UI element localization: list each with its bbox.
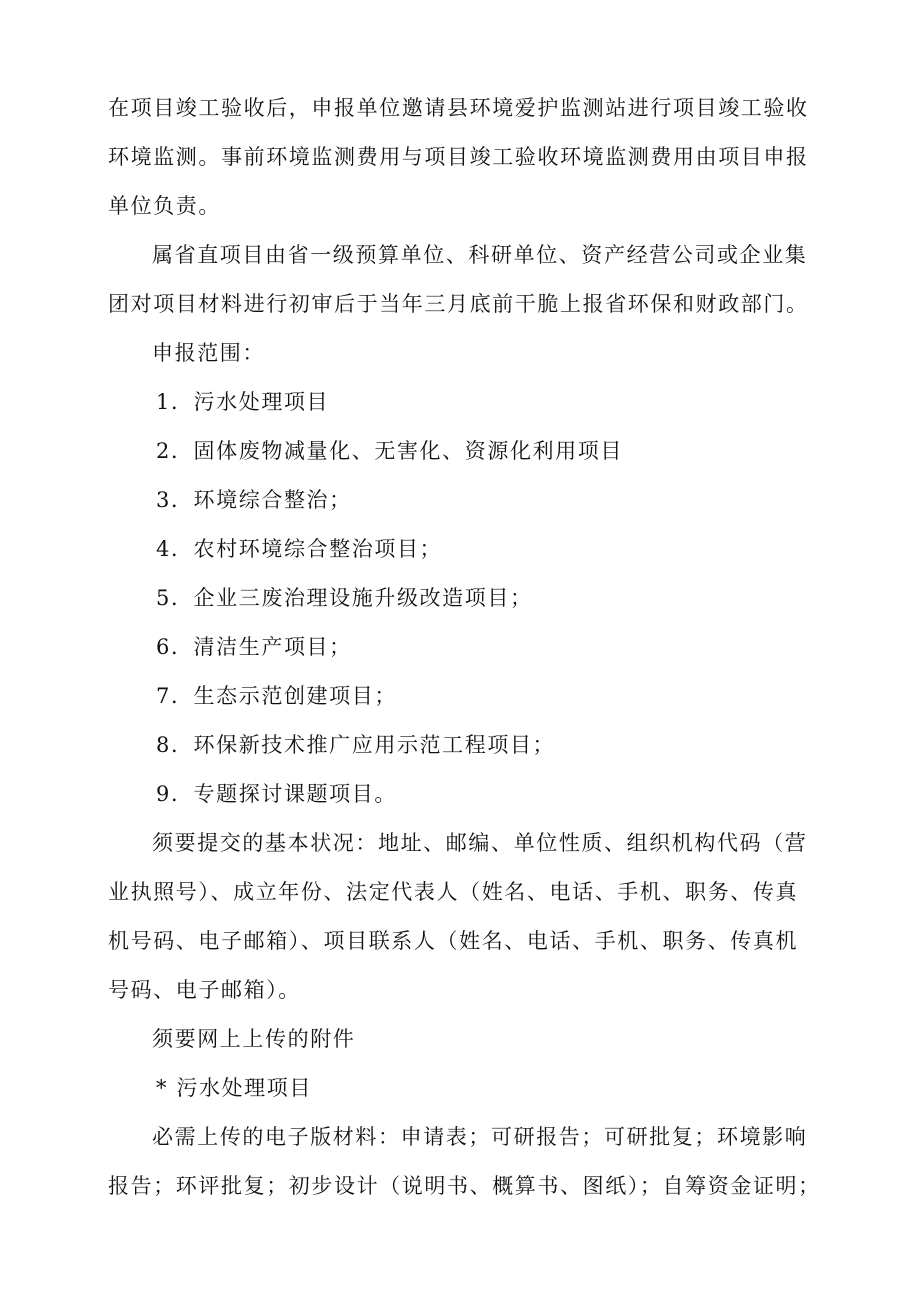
document-body — [108, 84, 830, 1211]
paragraph-line: 须要提交的基本状况：地址、邮编、单位性质、组织机构代码（营 — [152, 831, 808, 855]
list-item: 2．固体废物减量化、无害化、资源化利用项目 — [156, 439, 623, 463]
list-item: 1．污水处理项目 — [156, 390, 330, 414]
paragraph-line: 属省直项目由省一级预算单位、科研单位、资产经营公司或企业集 — [152, 243, 808, 267]
paragraph-line: 业执照号）、成立年份、法定代表人（姓名、电话、手机、职务、传真 — [108, 880, 799, 904]
list-item: 8．环保新技术推广应用示范工程项目； — [156, 733, 556, 757]
list-item: 3．环境综合整治； — [156, 488, 352, 512]
paragraph-line: 团对项目材料进行初审后于当年三月底前干脆上报省环保和财政部门。 — [108, 292, 809, 316]
paragraph-line: 必需上传的电子版材料：申请表；可研报告；可研批复；环境影响 — [152, 1125, 808, 1149]
list-item: * 污水处理项目 — [156, 1076, 312, 1100]
paragraph-line: 环境监测。事前环境监测费用与项目竣工验收环境监测费用由项目申报 — [108, 145, 809, 169]
paragraph-line: 报告；环评批复；初步设计（说明书、概算书、图纸）；自筹资金证明； — [108, 1174, 821, 1198]
list-item: 6．清洁生产项目； — [156, 635, 352, 659]
paragraph-line: 号码、电子邮箱）。 — [108, 978, 301, 1002]
section-heading: 须要网上上传的附件 — [152, 1027, 356, 1051]
list-item: 4．农村环境综合整治项目； — [156, 537, 443, 561]
section-heading: 申报范围： — [152, 341, 265, 365]
list-item: 7．生态示范创建项目； — [156, 684, 397, 708]
list-item: 5．企业三废治理设施升级改造项目； — [156, 586, 533, 610]
list-item: 9．专题探讨课题项目。 — [156, 782, 397, 806]
paragraph-line: 在项目竣工验收后，申报单位邀请县环境爱护监测站进行项目竣工验收 — [108, 96, 809, 120]
paragraph-line: 机号码、电子邮箱）、项目联系人（姓名、电话、手机、职务、传真机 — [108, 929, 799, 953]
paragraph-line: 单位负责。 — [108, 194, 221, 218]
